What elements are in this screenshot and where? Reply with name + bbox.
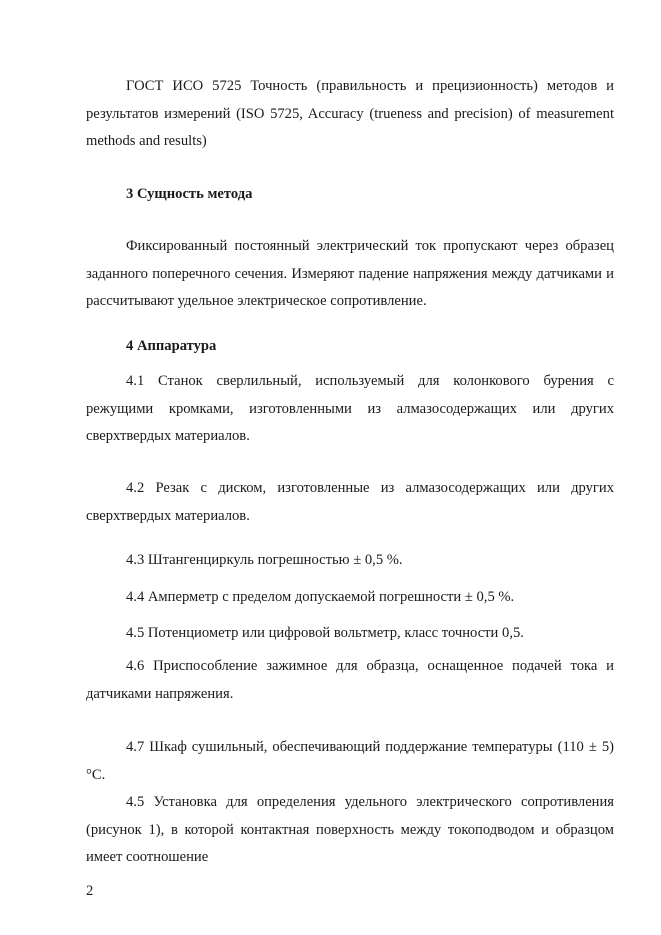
item-4-5: 4.5 Потенциометр или цифровой вольтметр, класс точности 0,5. [126,625,524,641]
item-4-6: 4.6 Приспособление зажимное для образца, оснащенное подачей тока и датчиками напряжения. [86,658,614,702]
item-4-3: 4.3 Штангенциркуль погрешностью ± 0,5 %. [126,552,403,568]
item-4-1: 4.1 Станок сверлильный, используемый для колонкового бурения с режущими кромками, изготовленными из алмазосодержащих или других сверхтвердых материалов. [86,373,614,444]
section-3-heading: 3 Сущность метода [126,186,253,202]
page-number: 2 [86,883,94,899]
item-4-2: 4.2 Резак с диском, изготовленные из алмазосодержащих или других сверхтвердых материалов. [86,480,614,524]
gost-reference-paragraph: ГОСТ ИСО 5725 Точность (правильность и прецизионность) методов и результатов измерений (ISO 5725, Accuracy (trueness and precision) of measurement methods and results) [86,78,614,149]
item-4-4: 4.4 Амперметр с пределом допускаемой погрешности ± 0,5 %. [126,589,515,605]
section-3-paragraph: Фиксированный постоянный электрический ток пропускают через образец заданного поперечного сечения. Измеряют падение напряжения между датчиками и рассчитывают удельное электрическое сопротивление. [86,238,614,309]
item-4-5-installation: 4.5 Установка для определения удельного электрического сопротивления (рисунок 1), в которой контактная поверхность между токоподводом и образцом имеет соотношение [86,794,614,865]
section-4-heading: 4 Аппаратура [126,338,217,354]
item-4-7: 4.7 Шкаф сушильный, обеспечивающий поддержание температуры (110 ± 5) °С. [86,739,614,783]
